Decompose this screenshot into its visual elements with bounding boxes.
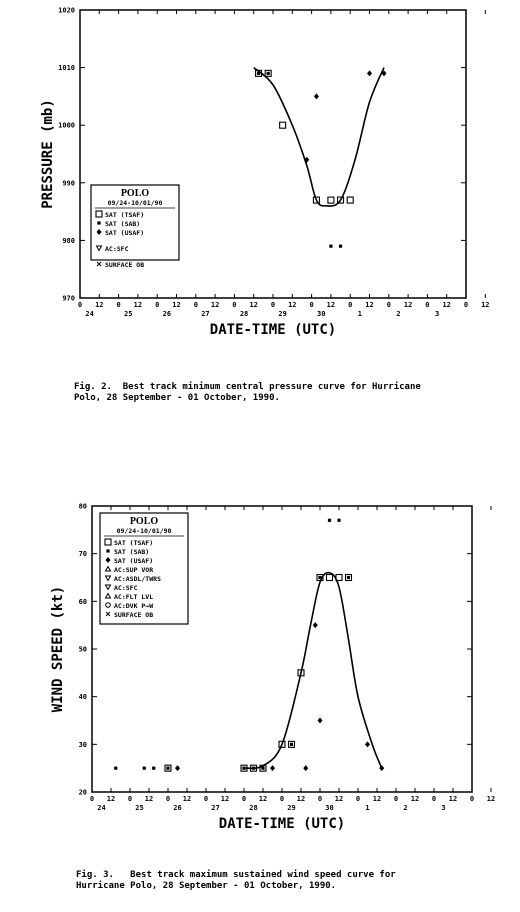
pressure-chart <box>0 0 520 350</box>
legend-symbol <box>97 221 100 224</box>
x-tick-label: 0 <box>232 301 237 309</box>
x-day-label: 28 <box>249 804 258 812</box>
legend-subtitle: 09/24-10/01/90 <box>107 199 163 207</box>
legend-entry: AC:FLT LVL <box>114 593 154 601</box>
x-day-label: 3 <box>434 310 440 318</box>
x-tick-label: 0 <box>431 795 437 803</box>
x-tick-label: 12 <box>410 795 420 803</box>
data-point <box>327 575 333 581</box>
fig3-caption: Fig. 3. Best track maximum sustained wind speed curve for Hurricane Polo, 28 September - 01 October, 1990. <box>76 870 396 891</box>
data-point <box>328 519 331 522</box>
x-day-label: 24 <box>97 804 106 812</box>
x-day-label: 29 <box>278 310 287 318</box>
x-tick-label: 12 <box>326 301 336 309</box>
x-tick-label: 12 <box>249 301 258 309</box>
y-axis-label: WIND SPEED (kt) <box>50 585 66 713</box>
data-point <box>313 622 318 628</box>
y-tick-label: 990 <box>62 179 75 188</box>
x-tick-label: 12 <box>182 795 192 803</box>
x-tick-label: 12 <box>133 301 143 309</box>
x-tick-label: 0 <box>241 795 247 803</box>
data-point <box>314 93 319 99</box>
data-point <box>328 197 334 203</box>
x-tick-label: 0 <box>355 795 361 803</box>
data-point <box>365 741 370 747</box>
legend-entry: AC:DVK P→W <box>114 602 154 610</box>
y-tick-label: 1010 <box>58 64 75 73</box>
data-point <box>252 767 255 770</box>
legend-entry: SURFACE OB <box>105 261 145 269</box>
series-sat-tsaf- <box>256 70 354 203</box>
y-tick-label: 30 <box>78 740 87 749</box>
x-day-label: 29 <box>287 804 296 812</box>
x-day-label: 2 <box>403 804 408 812</box>
data-point <box>257 72 260 75</box>
x-tick-label: 0 <box>279 795 285 803</box>
x-tick-label: 12 <box>172 301 181 309</box>
x-tick-label: 0 <box>155 301 160 309</box>
data-point <box>290 743 293 746</box>
data-point <box>143 767 146 770</box>
data-point <box>175 765 180 771</box>
x-day-label: 1 <box>365 804 370 812</box>
y-tick-label: 80 <box>78 502 87 511</box>
y-tick-label: 40 <box>78 693 87 702</box>
x-day-label: 26 <box>162 310 172 318</box>
x-tick-label: 12 <box>144 795 154 803</box>
data-point <box>318 576 321 579</box>
y-tick-label: 1000 <box>58 121 75 130</box>
x-day-label: 25 <box>124 310 133 318</box>
x-tick-label: 12 <box>296 795 306 803</box>
x-tick-label: 0 <box>203 795 209 803</box>
x-day-label: 28 <box>239 310 249 318</box>
x-day-label: 25 <box>135 804 144 812</box>
legend-entry: AC:SUP VOR <box>114 566 154 574</box>
x-tick-label: 0 <box>393 795 399 803</box>
x-day-label: 1 <box>357 310 362 318</box>
x-tick-label: 12 <box>106 795 116 803</box>
x-day-label: 30 <box>325 804 334 812</box>
x-tick-label: 12 <box>372 795 382 803</box>
data-point <box>242 767 245 770</box>
series-sat-usaf- <box>304 70 386 162</box>
x-tick-label: 0 <box>116 301 121 309</box>
x-tick-label: 12 <box>481 301 490 309</box>
x-tick-label: 12 <box>288 301 297 309</box>
x-tick-label: 0 <box>469 795 475 803</box>
data-point <box>337 519 340 522</box>
x-tick-label: 0 <box>317 795 323 803</box>
x-tick-label: 0 <box>165 795 171 803</box>
best-track-curve <box>244 573 382 769</box>
x-tick-label: 0 <box>270 301 276 309</box>
x-tick-label: 12 <box>365 301 374 309</box>
x-tick-label: 0 <box>193 301 198 309</box>
x-tick-label: 12 <box>258 795 268 803</box>
x-tick-label: 0 <box>425 301 430 309</box>
x-day-label: 30 <box>317 310 326 318</box>
legend-subtitle: 09/24-10/01/90 <box>116 527 172 535</box>
data-point <box>166 767 169 770</box>
x-tick-label: 12 <box>220 795 230 803</box>
x-tick-label: 12 <box>486 795 496 803</box>
legend-symbol <box>106 549 109 552</box>
best-track-curve <box>254 68 384 206</box>
x-tick-label: 0 <box>89 795 95 803</box>
data-point <box>267 72 270 75</box>
x-day-label: 26 <box>173 804 182 812</box>
legend-entry: AC:SFC <box>105 245 129 253</box>
x-tick-label: 12 <box>210 301 220 309</box>
data-point <box>329 245 332 248</box>
legend-entry: AC:SFC <box>114 584 138 592</box>
x-tick-label: 12 <box>403 301 413 309</box>
y-tick-label: 70 <box>78 550 87 559</box>
legend-entry: SURFACE OB <box>114 611 154 619</box>
x-tick-label: 0 <box>386 301 391 309</box>
series-sat-tsaf- <box>165 575 352 772</box>
x-day-label: 3 <box>441 804 446 812</box>
y-tick-label: 50 <box>78 645 87 654</box>
x-tick-label: 0 <box>348 301 353 309</box>
x-tick-label: 0 <box>309 301 314 309</box>
legend-entry: SAT (SAB) <box>105 220 141 228</box>
x-tick-label: 12 <box>95 301 104 309</box>
legend-entry: SAT (TSAF) <box>105 211 145 219</box>
x-day-label: 27 <box>211 804 220 812</box>
x-tick-label: 0 <box>127 795 133 803</box>
data-point <box>261 767 264 770</box>
x-tick-label: 12 <box>448 795 458 803</box>
data-point <box>280 122 286 128</box>
x-day-label: 2 <box>396 310 401 318</box>
data-point <box>152 767 155 770</box>
legend-entry: SAT (USAF) <box>105 229 145 237</box>
x-tick-label: 12 <box>442 301 451 309</box>
data-point <box>367 70 372 76</box>
y-tick-label: 970 <box>62 294 75 303</box>
x-axis-label: DATE-TIME (UTC) <box>209 322 337 338</box>
x-axis-label: DATE-TIME (UTC) <box>218 816 346 832</box>
data-point <box>318 718 323 724</box>
fig2-caption: Fig. 2. Best track minimum central pressure curve for Hurricane Polo, 28 September - 01 October, 1990. <box>74 382 421 403</box>
data-point <box>347 197 353 203</box>
y-tick-label: 1020 <box>58 6 75 15</box>
series-sat-sab- <box>257 72 342 248</box>
y-axis-label: PRESSURE (mb) <box>40 99 56 209</box>
x-day-label: 24 <box>85 310 94 318</box>
x-tick-label: 12 <box>334 795 344 803</box>
y-tick-label: 980 <box>62 236 75 245</box>
y-tick-label: 20 <box>78 788 87 797</box>
x-tick-label: 0 <box>77 301 83 309</box>
x-day-label: 27 <box>201 310 210 318</box>
x-tick-label: 0 <box>463 301 469 309</box>
legend-entry: AC:ASDL/TWRS <box>114 575 161 583</box>
legend-entry: SAT (SAB) <box>114 548 150 556</box>
data-point <box>303 765 308 771</box>
data-point <box>347 576 350 579</box>
legend-symbol <box>97 262 101 266</box>
data-point <box>114 767 117 770</box>
wind-speed-chart <box>0 488 520 858</box>
legend-entry: SAT (USAF) <box>114 557 154 565</box>
data-point <box>339 245 342 248</box>
legend-title: POLO <box>129 516 159 527</box>
data-point <box>270 765 275 771</box>
legend-entry: SAT (TSAF) <box>114 539 154 547</box>
legend-title: POLO <box>120 188 150 199</box>
y-tick-label: 60 <box>78 597 87 606</box>
